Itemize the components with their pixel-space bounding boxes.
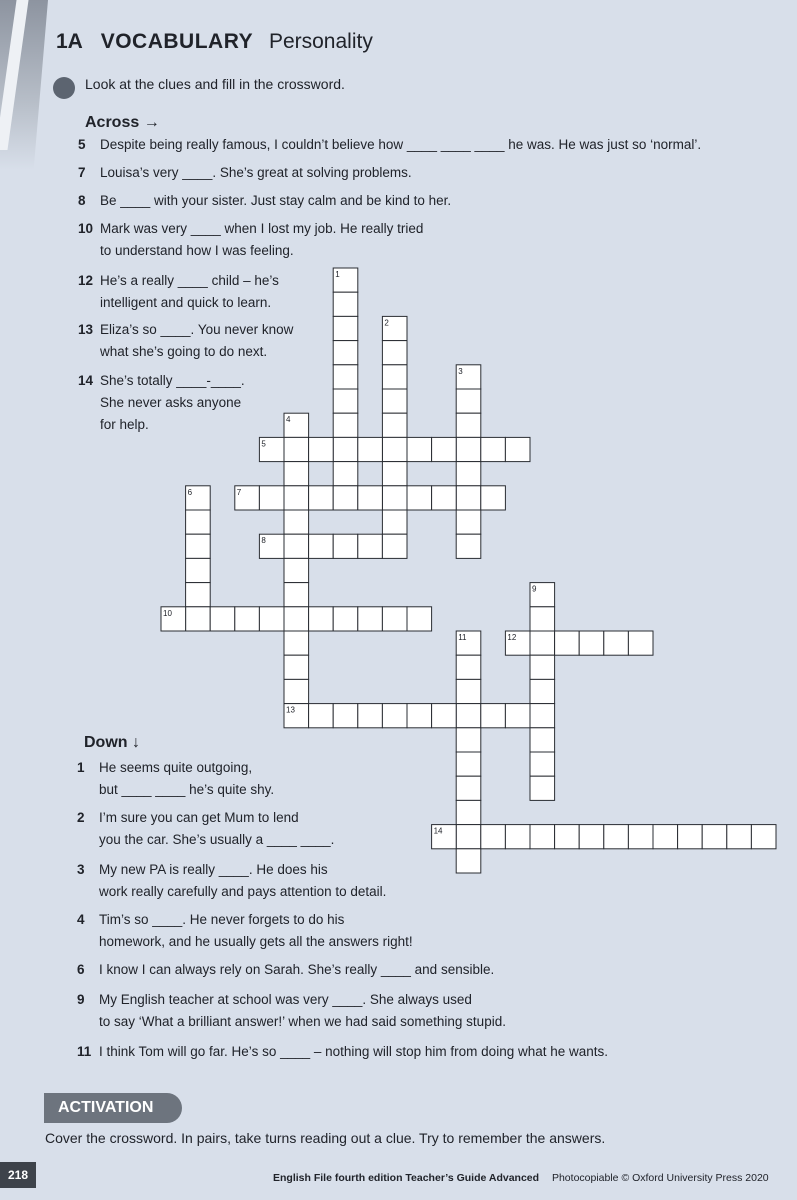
crossword-cell	[530, 776, 555, 800]
crossword-cell	[628, 631, 653, 655]
crossword-cell	[456, 510, 481, 534]
crossword-cell	[678, 825, 703, 849]
clue-text: Eliza’s so ____. You never know	[100, 322, 294, 337]
crossword-cell	[358, 534, 383, 558]
clue-text: Be ____ with your sister. Just stay calm and be kind to her.	[100, 193, 452, 208]
crossword-cell	[358, 437, 383, 461]
clue-text: to say ‘What a brilliant answer!’ when we had said something stupid.	[99, 1014, 506, 1029]
crossword-number: 6	[187, 487, 193, 497]
clue-number: 6	[77, 962, 85, 977]
down-heading: Down ↓	[84, 734, 140, 751]
clue-number: 2	[77, 810, 85, 825]
clue-number: 14	[78, 373, 94, 388]
crossword-cell	[333, 534, 358, 558]
crossword-cell	[358, 486, 383, 510]
crossword-cell	[333, 704, 358, 728]
crossword-number: 10	[163, 608, 172, 618]
crossword-cell	[653, 825, 678, 849]
clue-text: homework, and he usually gets all the answers right!	[99, 934, 413, 949]
crossword-cell	[481, 825, 506, 849]
crossword-cell	[579, 631, 604, 655]
crossword-cell	[604, 631, 629, 655]
crossword-cell	[530, 752, 555, 776]
crossword-cell	[284, 679, 309, 703]
crossword-cell	[456, 413, 481, 437]
clue-text: Despite being really famous, I couldn’t believe how ____ ____ ____ he was. He was just so ‘normal’.	[100, 137, 702, 152]
crossword-cell	[382, 607, 407, 631]
crossword-cell	[284, 655, 309, 679]
crossword-cell	[284, 583, 309, 607]
clue-number: 10	[78, 221, 94, 236]
crossword-number: 12	[507, 633, 517, 642]
crossword-cell	[309, 534, 334, 558]
crossword-cell	[309, 607, 334, 631]
crossword-cell	[530, 607, 555, 631]
clue-text: intelligent and quick to learn.	[100, 295, 272, 310]
footer-copyright: Photocopiable © Oxford University Press 2020	[551, 1172, 769, 1184]
footer-book-title: English File fourth edition Teacher’s Guide Advanced	[273, 1172, 540, 1184]
crossword-number: 4	[286, 415, 291, 425]
crossword-cell	[702, 825, 727, 849]
crossword-number: 11	[458, 633, 467, 642]
crossword-cell	[456, 655, 481, 679]
crossword-cell	[284, 510, 309, 534]
crossword-number: 1	[335, 270, 340, 279]
crossword-cell	[333, 437, 358, 461]
crossword-cell	[333, 607, 358, 631]
crossword-cell	[284, 607, 309, 631]
crossword-cell	[456, 462, 481, 486]
crossword-cell	[358, 607, 383, 631]
crossword-cell	[407, 437, 432, 461]
clue-text: I’m sure you can get Mum to lend	[99, 810, 299, 825]
clue-number: 8	[78, 193, 86, 208]
clue-number: 5	[78, 137, 86, 152]
crossword-cell	[604, 825, 629, 849]
activation-text: Cover the crossword. In pairs, take turns reading out a clue. Try to remember the answers.	[45, 1130, 606, 1146]
crossword-cell	[382, 413, 407, 437]
crossword-cell	[481, 486, 506, 510]
clue-text: Tim’s so ____. He never forgets to do his	[99, 912, 345, 927]
clue-number: 1	[77, 760, 85, 775]
clue-text: work really carefully and pays attention to detail.	[99, 884, 387, 899]
crossword-cell	[456, 389, 481, 413]
across-heading: Across →	[85, 114, 160, 131]
crossword-cell	[456, 752, 481, 776]
crossword-cell	[505, 825, 530, 849]
crossword-cell	[309, 704, 334, 728]
crossword-cell	[407, 607, 432, 631]
crossword-cell	[530, 825, 555, 849]
crossword-cell	[284, 486, 309, 510]
clue-text: to understand how I was feeling.	[100, 243, 294, 258]
clue-text: She never asks anyone	[100, 395, 242, 410]
crossword-number: 8	[261, 536, 266, 546]
crossword-cell	[432, 437, 457, 461]
crossword-cell	[456, 825, 481, 849]
section-subject: Personality	[268, 30, 373, 53]
clue-text: Louisa’s very ____. She’s great at solving problems.	[100, 165, 412, 180]
crossword-cell	[333, 341, 358, 365]
crossword-cell	[456, 704, 481, 728]
crossword-cell	[333, 462, 358, 486]
crossword-cell	[333, 316, 358, 340]
crossword-cell	[456, 437, 481, 461]
activation-label: ACTIVATION	[44, 1093, 182, 1123]
crossword-cell	[432, 486, 457, 510]
crossword-cell	[382, 365, 407, 389]
crossword-cell	[333, 365, 358, 389]
clue-number: 13	[78, 322, 94, 337]
crossword-cell	[309, 486, 334, 510]
clue-text: He’s a really ____ child – he’s	[100, 273, 279, 288]
crossword-cell	[333, 413, 358, 437]
crossword-cell	[333, 486, 358, 510]
crossword-cell	[456, 486, 481, 510]
crossword-cell	[235, 607, 260, 631]
crossword-cell	[382, 437, 407, 461]
crossword-cell	[382, 341, 407, 365]
instruction-text: Look at the clues and fill in the crossword.	[85, 76, 345, 92]
crossword-cell	[382, 510, 407, 534]
crossword-number: 14	[433, 826, 443, 836]
clue-number: 9	[77, 992, 85, 1007]
clue-text: what she’s going to do next.	[100, 344, 268, 359]
clue-number: 12	[78, 273, 94, 288]
crossword-cell	[727, 825, 752, 849]
crossword-cell	[530, 728, 555, 752]
crossword-cell	[456, 849, 481, 873]
crossword-cell	[186, 583, 211, 607]
clue-text: you the car. She’s usually a ____ ____.	[99, 832, 335, 847]
crossword-number: 13	[286, 705, 295, 715]
crossword-cell	[358, 704, 383, 728]
crossword-cell	[210, 607, 235, 631]
clue-text: He seems quite outgoing,	[99, 760, 253, 775]
crossword-cell	[530, 679, 555, 703]
crossword-cell	[456, 728, 481, 752]
crossword-cell	[456, 679, 481, 703]
clue-text: She’s totally ____-____.	[100, 373, 245, 388]
crossword-cell	[505, 437, 530, 461]
crossword-cell	[432, 704, 457, 728]
crossword-cell	[186, 607, 211, 631]
crossword-number: 7	[236, 487, 242, 497]
unit-label: 1A	[56, 30, 83, 53]
crossword-cell	[407, 486, 432, 510]
crossword-cell	[309, 437, 334, 461]
crossword-cell	[186, 510, 211, 534]
crossword-cell	[530, 704, 555, 728]
crossword-cell	[555, 825, 580, 849]
crossword-cell	[456, 534, 481, 558]
crossword-cell	[456, 800, 481, 824]
crossword-number: 5	[261, 439, 266, 449]
crossword-number: 2	[384, 318, 389, 328]
clue-text: for help.	[100, 417, 149, 432]
clue-number: 3	[77, 862, 85, 877]
crossword-cell	[751, 825, 776, 849]
crossword-cell	[284, 437, 309, 461]
crossword-cell	[382, 462, 407, 486]
crossword-cell	[284, 534, 309, 558]
clue-text: My new PA is really ____. He does his	[99, 862, 328, 877]
crossword-cell	[628, 825, 653, 849]
crossword-cell	[481, 704, 506, 728]
crossword-cell	[284, 462, 309, 486]
crossword-cell	[481, 437, 506, 461]
crossword-cell	[530, 631, 555, 655]
section-heading: VOCABULARY	[100, 30, 254, 53]
crossword-cell	[505, 704, 530, 728]
clue-text: I know I can always rely on Sarah. She’s really ____ and sensible.	[99, 962, 495, 977]
crossword-cell	[382, 704, 407, 728]
clue-text: but ____ ____ he’s quite shy.	[99, 782, 275, 797]
page-number: 218	[0, 1162, 36, 1188]
clue-text: I think Tom will go far. He’s so ____ – nothing will stop him from doing what he wants.	[99, 1044, 609, 1059]
crossword-cell	[407, 704, 432, 728]
crossword-cell	[579, 825, 604, 849]
crossword-cell	[382, 534, 407, 558]
clue-number: 7	[78, 165, 86, 180]
clue-number: 11	[77, 1044, 92, 1059]
clue-text: Mark was very ____ when I lost my job. He really tried	[100, 221, 424, 236]
crossword-cell	[456, 776, 481, 800]
crossword-number: 3	[458, 366, 463, 376]
crossword-cell	[333, 292, 358, 316]
crossword-cell	[186, 558, 211, 582]
crossword-cell	[259, 607, 284, 631]
clue-number: 4	[77, 912, 85, 927]
crossword-cell	[555, 631, 580, 655]
footer	[273, 1172, 769, 1184]
crossword-cell	[333, 389, 358, 413]
crossword-cell	[530, 655, 555, 679]
clue-text: My English teacher at school was very ____. She always used	[99, 992, 472, 1007]
crossword-cell	[284, 558, 309, 582]
crossword-cell	[259, 486, 284, 510]
crossword-number: 9	[532, 584, 537, 594]
crossword-cell	[382, 389, 407, 413]
crossword-cell	[382, 486, 407, 510]
crossword-cell	[186, 534, 211, 558]
crossword-cell	[284, 631, 309, 655]
